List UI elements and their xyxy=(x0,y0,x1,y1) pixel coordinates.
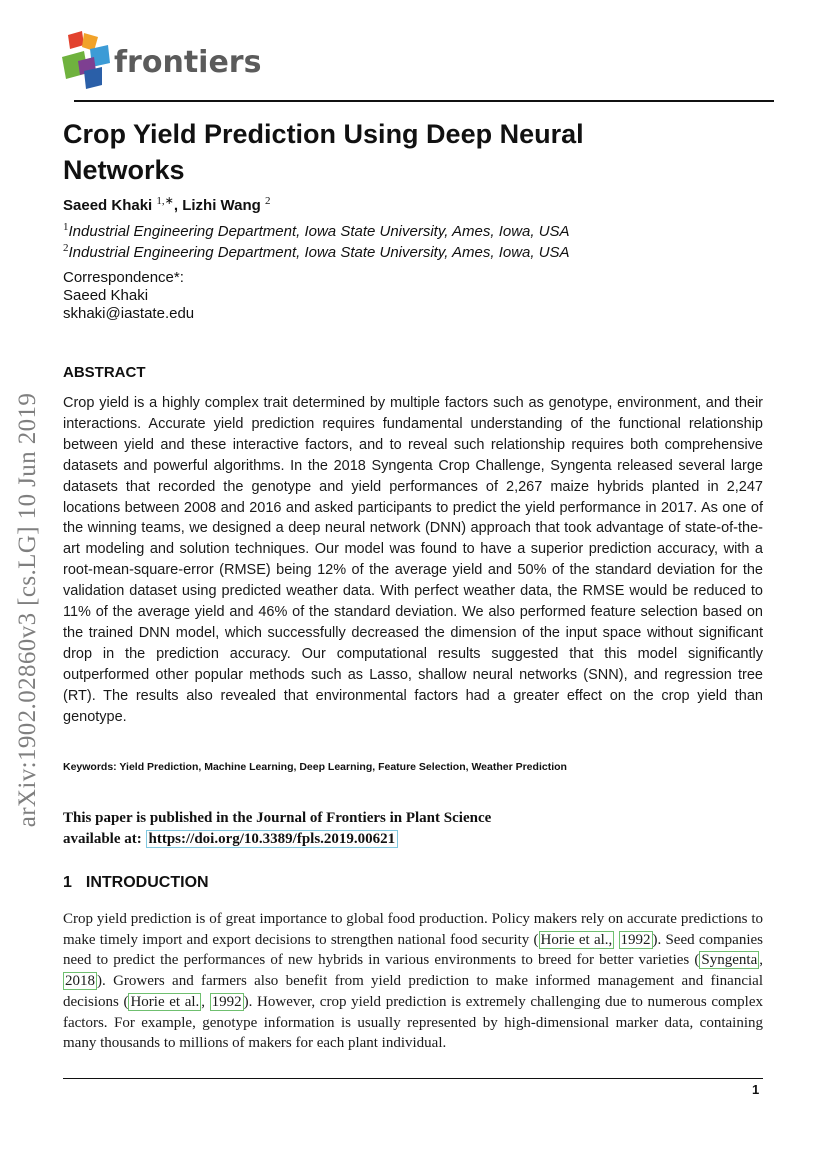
introduction-heading xyxy=(63,874,209,892)
page-number: 1 xyxy=(752,1082,760,1097)
publication-notice xyxy=(63,808,491,850)
author-name: Lizhi Wang xyxy=(182,197,261,214)
correspondence-email[interactable]: skhaki@iastate.edu xyxy=(63,305,195,322)
publication-line: This paper is published in the Journal of Frontiers in Plant Science xyxy=(63,810,492,826)
author-name: Saeed Khaki xyxy=(63,197,153,214)
affiliation-text: Industrial Engineering Department, Iowa State University, Ames, Iowa, USA xyxy=(68,244,570,261)
citation-link[interactable]: Horie et al., xyxy=(540,931,613,948)
footer-rule xyxy=(63,1078,763,1079)
intro-text: ). However, crop yield prediction is extremely challenging due to numerous complex factors. For example, genotype information is usually represented by high-dimensional marker data, containing many thousands to millions of makers for each plant individual. xyxy=(63,993,763,1052)
citation-link[interactable]: 2018 xyxy=(65,973,95,990)
frontiers-logo-mark-icon xyxy=(62,31,112,89)
paper-title: Crop Yield Prediction Using Deep Neural Networks xyxy=(63,119,584,185)
publication-available-label: available at: xyxy=(63,831,142,847)
logo-text: frontiers xyxy=(114,45,262,80)
correspondence-name: Saeed Khaki xyxy=(63,287,149,304)
correspondence-block xyxy=(63,269,194,323)
citation-link[interactable]: 1992 xyxy=(620,931,651,948)
header-rule xyxy=(74,100,774,102)
doi-link[interactable]: https://doi.org/10.3389/fpls.2019.00621 xyxy=(146,830,399,848)
abstract-text: Crop yield is a highly complex trait determined by multiple factors such as genotype, environment, and their interactions. Accurate yield prediction requires fundamental understanding of the functional relationship between yield and these interactive factors, and to reveal such relationship requires both comprehensive datasets and powerful algorithms. In the 2018 Syngenta Crop Challenge, Syngenta released several large datasets that recorded the genotype and yield performances of 2,267 maize hybrids planted in 2,247 locations between 2008 and 2016 and asked participants to predict the yield performance in 2017. As one of the winning teams, we designed a deep neural network (DNN) approach that took advantage of state-of-the-art modeling and solution techniques. Our model was found to have a superior prediction accuracy, with a root-mean-square-error (RMSE) being 12% of the average yield and 50% of the standard deviation for the validation dataset using predicted weather data. With perfect weather data, the RMSE would be reduced to 11% of the average yield and 46% of the standard deviation. We also performed feature selection based on the trained DNN model, which successfully decreased the dimension of the input space without significant drop in the prediction accuracy. Our computational results suggested that this model significantly outperformed other popular methods such as Lasso, shallow neural networks (SNN), and regression tree (RT). The results also revealed that environmental factors had a greater effect on the crop yield than genotype. xyxy=(63,395,763,725)
frontiers-logo xyxy=(62,31,272,89)
author-list: Saeed Khaki $^{1,∗}$, Lizhi Wang $^2$ xyxy=(63,195,271,214)
affiliation-1 xyxy=(63,221,570,240)
citation-link[interactable]: Horie et al. xyxy=(130,993,200,1010)
section-title: INTRODUCTION xyxy=(85,874,209,891)
abstract-heading: ABSTRACT xyxy=(63,364,146,381)
arxiv-stamp-text: arXiv:1902.02860v3 [cs.LG] 10 Jun 2019 xyxy=(14,392,41,828)
affiliation-number: 2 xyxy=(63,242,69,254)
keywords-label: Keywords: xyxy=(63,761,117,773)
citation-link[interactable]: Syngenta xyxy=(701,952,758,969)
introduction-paragraph: Crop yield prediction is of great importance to global food production. Policy makers rely on accurate predictions to make timely import and export decisions to strengthen national food security ( Horie et al., 1992 ). Seed companies need to predict the performances of new hybrids in various environments to breed for better varieties ( Syngenta , 2018 ). Growers and farmers also benefit from yield prediction to make informed management and financial decisions ( Horie et al. , 1992 ). However, crop yield prediction is extremely challenging due to numerous complex factors. For example, genotype information is usually represented by high-dimensional marker data, containing many thousands to millions of makers for each plant individual. xyxy=(63,911,763,1052)
affiliation-number: 1 xyxy=(63,221,69,233)
intro-text: ). Seed companies need to predict the performances of new hybrids in various environments to breed for better varieties ( xyxy=(63,931,763,969)
keywords-line xyxy=(63,761,567,773)
intro-text: ). Growers and farmers also benefit from yield prediction to make informed management and financial decisions ( xyxy=(63,973,763,1010)
author-affiliation-mark: 2 xyxy=(264,195,271,207)
citation-link[interactable]: 1992 xyxy=(211,993,242,1010)
keywords-list: Yield Prediction, Machine Learning, Deep Learning, Feature Selection, Weather Prediction xyxy=(119,761,567,773)
intro-text: Crop yield prediction is of great importance to global food production. Policy makers rely on accurate predictions to make timely import and export decisions to strengthen national food security ( xyxy=(63,911,763,948)
section-number: 1 xyxy=(63,874,72,891)
affiliation-2 xyxy=(63,242,570,261)
arxiv-stamp xyxy=(8,370,48,850)
correspondence-label: Correspondence*: xyxy=(63,269,184,286)
author-affiliation-mark: 1,∗ xyxy=(156,195,174,207)
affiliation-text: Industrial Engineering Department, Iowa State University, Ames, Iowa, USA xyxy=(68,223,570,240)
